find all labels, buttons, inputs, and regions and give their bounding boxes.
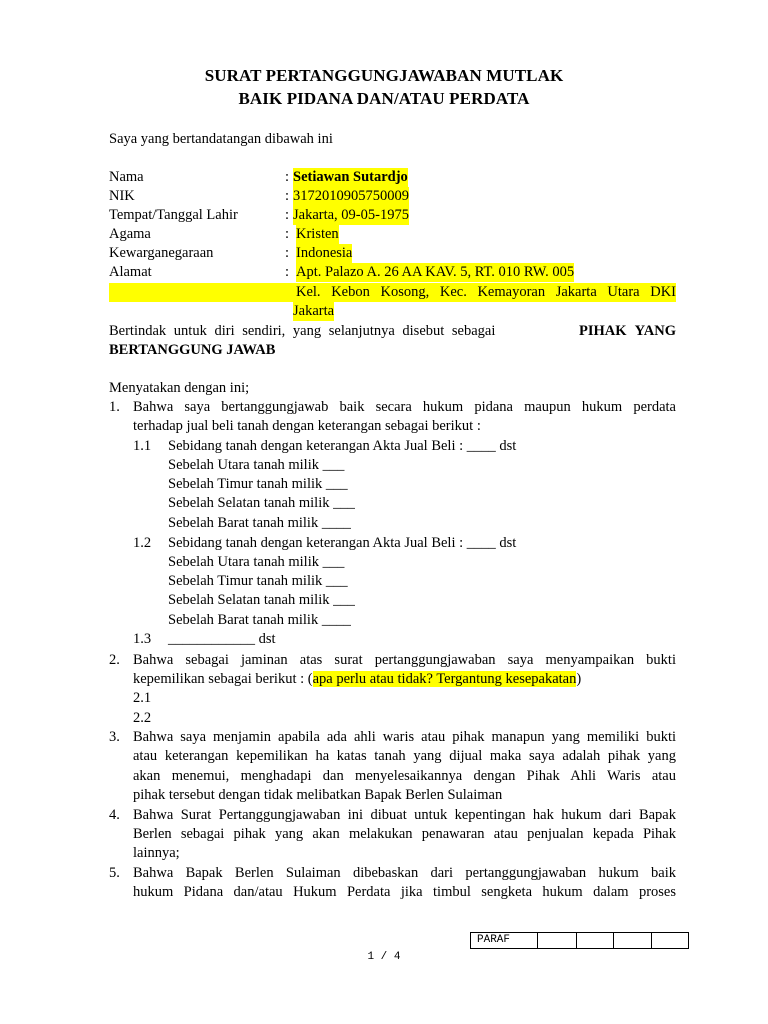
item-3-line-1: Bahwa saya menjamin apabila ada ahli waris atau pihak manapun yang memiliki bukti [133,729,676,745]
field-value-agama: Kristen [296,226,339,242]
item-3-line-3: akan menemui, menghadapi dan menyelesaikannya dengan Pihak Ahli Waris atau [133,768,676,784]
item-3-line-2: atau keterangan kepemilikan ha katas tanah yang dijual maka saya adalah pihak yang [133,748,676,764]
item-2-1-number: 2.1 [133,690,152,706]
item-4-line-3: lainnya; [133,845,180,861]
item-2-highlight-note: apa perlu atau tidak? Tergantung kesepakatan [312,671,577,687]
field-value-alamat-line2: Kel. Kebon Kosong, Kec. Kemayoran Jakarta Utara DKI [296,284,676,300]
paraf-box-2[interactable] [577,933,614,949]
item-1-2-timur: Sebelah Timur tanah milik ___ [168,573,348,589]
paraf-box-1[interactable] [538,933,577,949]
item-5-line-2: hukum Pidana dan/atau Hukum Perdata jika timbul sengketa hukum dalam proses [133,884,676,900]
item-1-1-timur: Sebelah Timur tanah milik ___ [168,476,348,492]
item-2-line-1: Bahwa sebagai jaminan atas surat pertanggungjawaban saya menyampaikan bukti [133,652,676,668]
field-value-alamat-line3: Jakarta [293,303,335,319]
field-value-alamat-line1: Apt. Palazo A. 26 AA KAV. 5, RT. 010 RW. 005 [296,264,575,280]
field-colon-nik: : [285,188,290,204]
item-1-line-2: terhadap jual beli tanah dengan keterangan sebagai berikut : [133,418,481,434]
title-line-2: BAIK PIDANA DAN/ATAU PERDATA [238,89,530,108]
item-1-1-utara: Sebelah Utara tanah milik ___ [168,457,345,473]
acting-bold-2: BERTANGGUNG JAWAB [109,342,276,358]
item-1-1-number: 1.1 [133,438,152,454]
item-5-number: 5. [109,865,120,881]
field-label-nik: NIK [109,188,135,204]
field-label-ttl: Tempat/Tanggal Lahir [109,207,238,223]
field-value-kewarganegaraan: Indonesia [296,245,353,261]
field-label-agama: Agama [109,226,151,242]
item-1-2-barat: Sebelah Barat tanah milik ____ [168,612,351,628]
item-1-3-text: ____________ dst [168,631,276,647]
field-colon-ttl: : [285,207,290,223]
field-label-alamat: Alamat [109,264,152,280]
item-2-line-2-pre: kepemilikan sebagai berikut : ( [133,671,313,687]
item-4-number: 4. [109,807,120,823]
item-3-number: 3. [109,729,120,745]
statement-text: Menyatakan dengan ini; [109,380,250,396]
item-2-line-2 [133,670,581,689]
field-colon-kewarganegaraan: : [285,245,290,261]
item-4-line-2: Berlen sebagai pihak yang akan melakukan penawaran atau penjualan kepada Pihak [133,826,676,842]
item-5-line-1: Bahwa Bapak Berlen Sulaiman dibebaskan dari pertanggungjawaban hukum baik [133,865,676,881]
item-4-line-1: Bahwa Surat Pertanggungjawaban ini dibuat untuk kepentingan hak hukum dari Bapak [133,807,676,823]
acting-line-1 [109,322,676,341]
acting-text: Bertindak untuk diri sendiri, yang selanjutnya disebut sebagai [109,323,496,339]
intro-text: Saya yang bertandatangan dibawah ini [109,131,333,147]
item-2-2-number: 2.2 [133,710,152,726]
item-1-1-text: Sebidang tanah dengan keterangan Akta Jual Beli : ____ dst [168,438,517,454]
field-value-ttl: Jakarta, 09-05-1975 [293,207,409,223]
field-label-kewarganegaraan: Kewarganegaraan [109,245,214,261]
field-colon-nama: : [285,169,290,185]
item-3-line-4: pihak tersebut dengan tidak melibatkan Bapak Berlen Sulaiman [133,787,503,803]
acting-bold-1: PIHAK YANG [579,323,676,339]
item-1-1-selatan: Sebelah Selatan tanah milik ___ [168,495,355,511]
page-number: 1 / 4 [367,951,401,963]
paraf-box-4[interactable] [652,933,689,949]
item-1-2-utara: Sebelah Utara tanah milik ___ [168,554,345,570]
field-value-nik: 3172010905750009 [293,188,409,204]
item-1-1-barat: Sebelah Barat tanah milik ____ [168,515,351,531]
item-1-3-number: 1.3 [133,631,152,647]
item-2-line-2-post: ) [576,671,582,687]
paraf-table [470,932,689,949]
item-1-2-number: 1.2 [133,535,152,551]
field-label-nama: Nama [109,169,144,185]
item-1-line-1: Bahwa saya bertanggungjawab baik secara hukum pidana maupun hukum perdata [133,399,676,415]
field-colon-alamat: : [285,264,290,280]
paraf-label: PARAF [471,933,538,949]
paraf-box-3[interactable] [614,933,652,949]
item-1-2-selatan: Sebelah Selatan tanah milik ___ [168,592,355,608]
field-colon-agama: : [285,226,290,242]
field-value-nama: Setiawan Sutardjo [293,169,408,185]
item-1-number: 1. [109,399,120,415]
title-line-1: SURAT PERTANGGUNGJAWABAN MUTLAK [204,66,564,85]
item-1-2-text: Sebidang tanah dengan keterangan Akta Jual Beli : ____ dst [168,535,517,551]
item-2-number: 2. [109,652,120,668]
